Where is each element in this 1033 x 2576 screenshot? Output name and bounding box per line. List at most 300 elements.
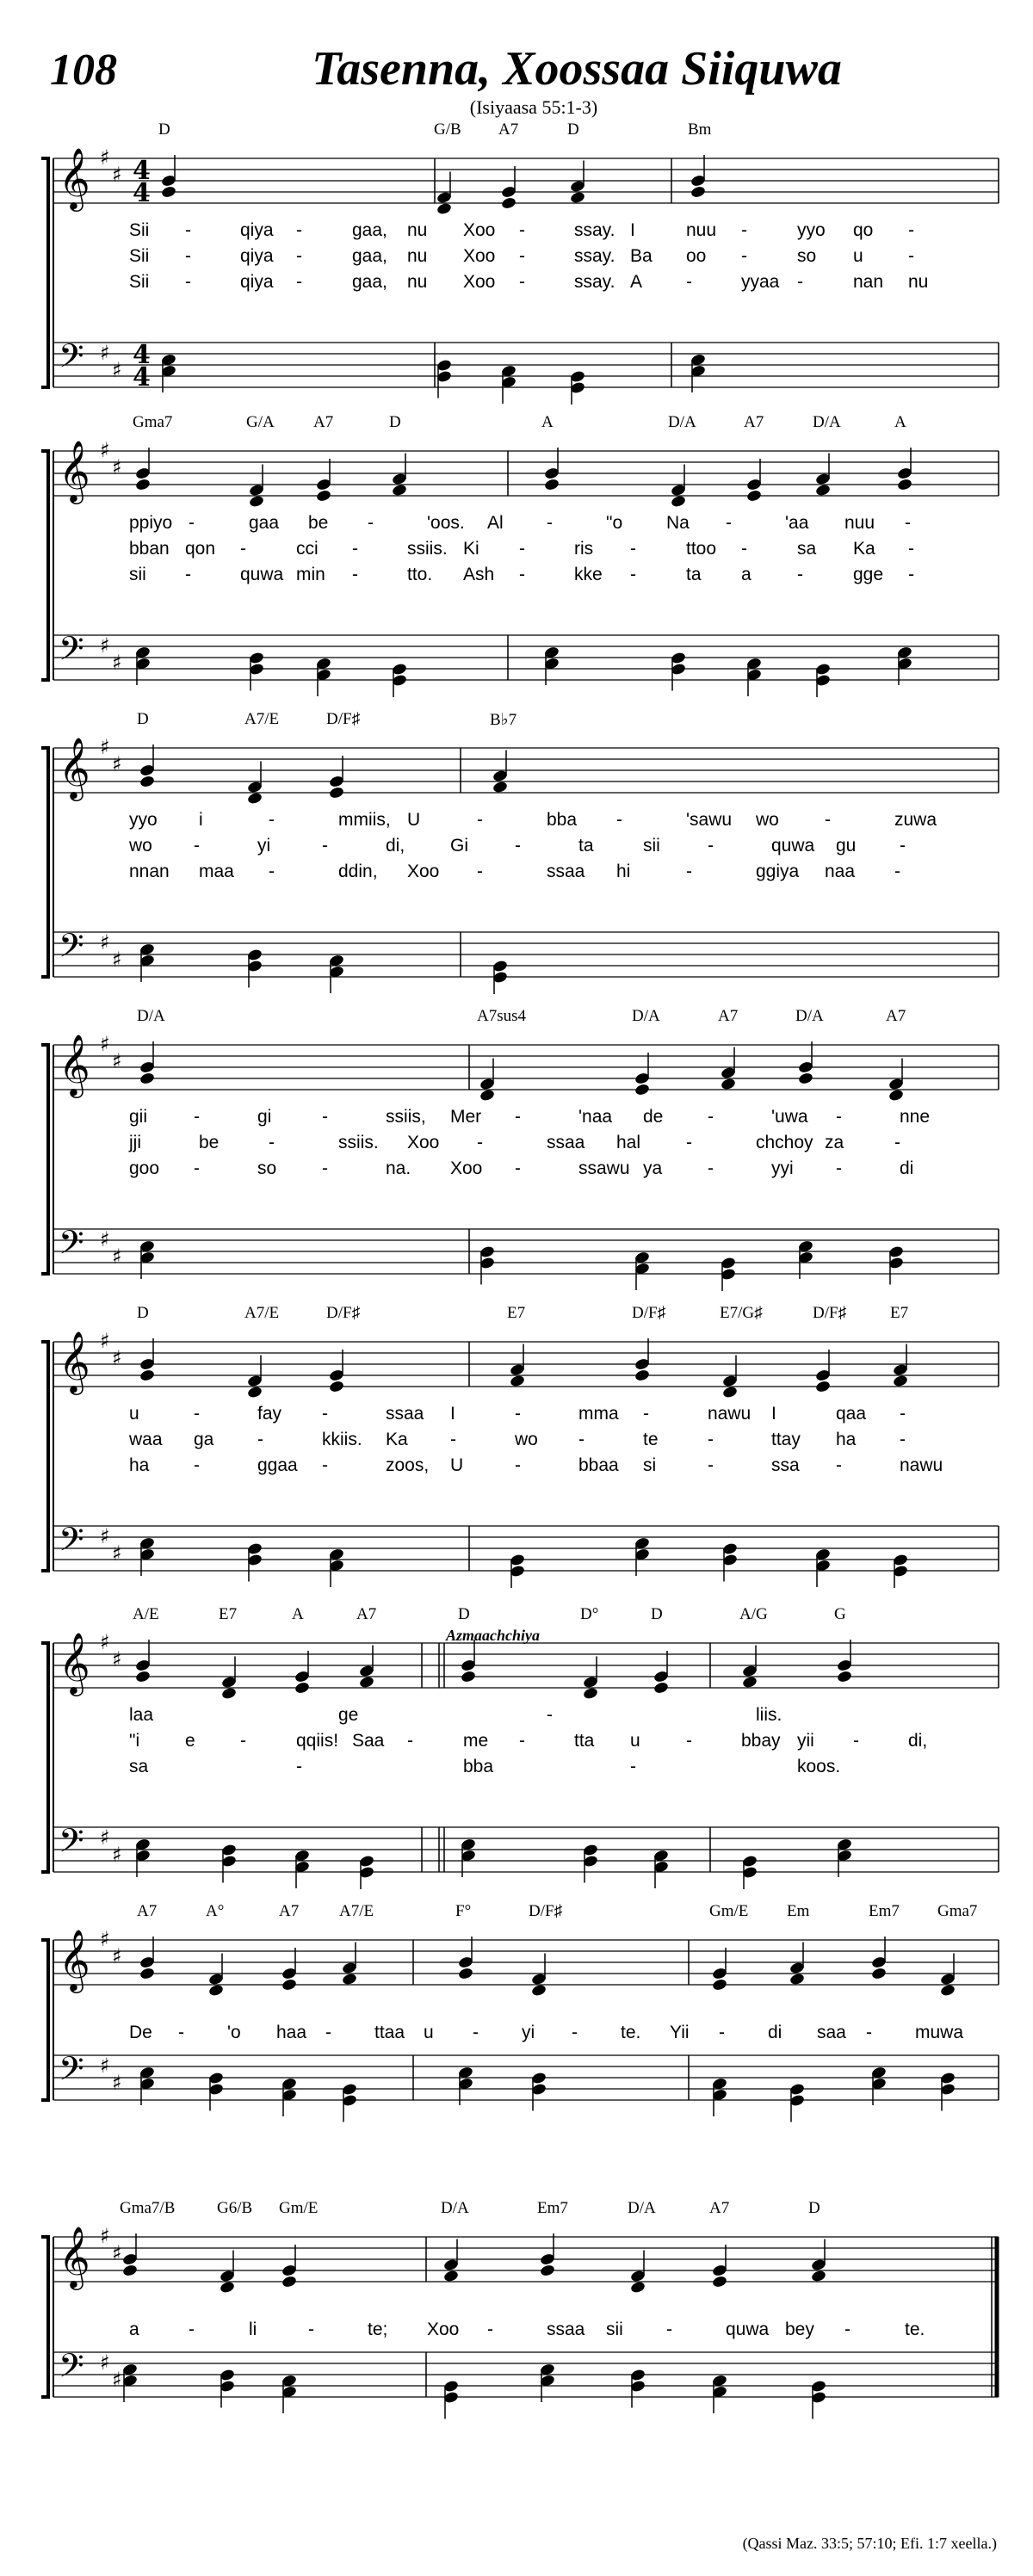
hyphen: - xyxy=(194,1404,200,1424)
hyphen: - xyxy=(836,1107,842,1127)
hyphen: - xyxy=(572,2023,578,2042)
lyric-syllable: te xyxy=(643,1430,659,1449)
lyric-line-verse-1 xyxy=(0,2320,1033,2344)
bass-clef-icon: 𝄢 xyxy=(59,926,84,973)
key-sharp-icon: ♯ xyxy=(100,1329,110,1353)
hyphen: - xyxy=(185,220,191,240)
hyphen: - xyxy=(352,539,358,559)
lyric-syllable: ssaa xyxy=(386,1404,424,1424)
chord-symbol: G/A xyxy=(246,413,275,431)
hyphen: - xyxy=(450,1430,456,1449)
bass-clef-icon: 𝄢 xyxy=(59,2346,84,2393)
hymn-reference: (Isiyaasa 55:1-3) xyxy=(469,96,598,118)
lyric-syllable: Xoo xyxy=(407,862,440,881)
note-head xyxy=(479,1089,496,1103)
lyric-syllable: wo xyxy=(129,836,152,856)
lyric-syllable: nne xyxy=(900,1107,931,1127)
lyric-line-verse-1 xyxy=(0,1107,1033,1131)
lyric-syllable: be xyxy=(199,1133,220,1152)
chord-symbol: A7 xyxy=(886,1007,906,1025)
note-head xyxy=(208,1984,225,1998)
note-head xyxy=(893,1374,909,1388)
note-head xyxy=(139,1072,156,1085)
chord-symbol: E7 xyxy=(507,1304,526,1322)
hyphen: - xyxy=(477,1133,483,1152)
lyric-syllable: chchoy xyxy=(756,1133,813,1152)
lyric-syllable: e xyxy=(185,1731,195,1751)
lyric-syllable: si xyxy=(643,1455,657,1475)
music-system xyxy=(0,1007,1033,1291)
lyric-syllable: nuu xyxy=(844,513,875,533)
lyric-syllable: Mer xyxy=(450,1107,482,1127)
lyric-syllable: Gi xyxy=(450,836,468,856)
lyric-syllable: A xyxy=(630,272,643,292)
lyric-syllable: gii xyxy=(129,1107,148,1127)
hymn-number: 108 xyxy=(50,46,117,95)
hyphen: - xyxy=(836,1158,842,1178)
hyphen: - xyxy=(519,220,525,240)
note-head xyxy=(871,1967,888,1980)
note-head xyxy=(139,1967,156,1980)
note-head xyxy=(746,489,763,503)
hyphen: - xyxy=(240,1731,246,1751)
note-head xyxy=(281,1978,298,1992)
treble-clef-icon: 𝄞 xyxy=(59,439,90,502)
hyphen: - xyxy=(708,1107,714,1127)
time-signature: 4 xyxy=(133,340,151,370)
lyric-syllable: di, xyxy=(908,1731,928,1751)
note-head xyxy=(249,495,265,509)
lyric-syllable: zoos, xyxy=(386,1455,430,1475)
note-head xyxy=(139,775,156,788)
note-head xyxy=(671,495,687,509)
lyric-syllable: a xyxy=(129,2320,139,2339)
hyphen: - xyxy=(185,272,191,292)
key-sharp-icon: ♯ xyxy=(112,1541,122,1566)
lyric-line-verse-3 xyxy=(0,1757,1033,1781)
lyric-syllable: hal xyxy=(616,1133,641,1152)
chord-symbol: A xyxy=(292,1605,304,1623)
lyric-syllable: Sii xyxy=(129,272,150,292)
lyric-syllable: hi xyxy=(616,862,631,881)
hyphen: - xyxy=(630,565,636,584)
hyphen: - xyxy=(189,2320,195,2339)
hyphen: - xyxy=(269,810,275,830)
key-sharp-icon: ♯ xyxy=(112,1049,122,1073)
lyric-syllable: ga xyxy=(194,1430,214,1449)
lyric-syllable: nu xyxy=(407,220,428,240)
lyric-syllable: gu xyxy=(836,836,857,856)
note-head xyxy=(634,1083,651,1096)
hyphen: - xyxy=(547,1705,553,1725)
lyric-syllable: za xyxy=(825,1133,844,1152)
lyric-syllable: gaa, xyxy=(352,272,387,292)
key-sharp-icon: ♯ xyxy=(112,455,122,479)
lyric-syllable: ssay. xyxy=(574,246,615,266)
lyric-syllable: I xyxy=(771,1404,776,1424)
lyric-syllable: U xyxy=(450,1455,464,1475)
hyphen: - xyxy=(269,1133,275,1152)
lyric-line-verse-2 xyxy=(0,1731,1033,1755)
note-head xyxy=(139,1368,156,1382)
lyric-syllable: qaa xyxy=(836,1404,867,1424)
lyric-syllable: sa xyxy=(129,1757,149,1776)
chord-symbol: Em7 xyxy=(869,1902,900,1920)
lyric-line-verse-2 xyxy=(0,836,1033,860)
lyric-syllable: gaa, xyxy=(352,220,387,240)
lyric-syllable: ge xyxy=(338,1705,359,1725)
hyphen: - xyxy=(322,836,328,856)
lyric-syllable: na. xyxy=(386,1158,411,1178)
lyric-syllable: Sii xyxy=(129,246,150,266)
lyric-syllable: Ka xyxy=(853,539,875,559)
lyric-syllable: de xyxy=(643,1107,664,1127)
hyphen: - xyxy=(630,1757,636,1776)
note-head xyxy=(359,1676,375,1690)
lyric-line-verse-1 xyxy=(0,1705,1033,1729)
hyphen: - xyxy=(185,565,191,584)
chord-symbol: A7 xyxy=(709,2199,730,2217)
chord-symbol: Gma7/B xyxy=(120,2199,176,2217)
lyric-line-verse-3 xyxy=(0,1455,1033,1480)
chord-symbol: A7 xyxy=(718,1007,739,1025)
lyric-line-verse-1 xyxy=(0,810,1033,834)
hyphen: - xyxy=(900,1430,906,1449)
key-sharp-icon: ♯ xyxy=(100,438,110,462)
lyric-syllable: haa xyxy=(276,2023,307,2042)
hyphen: - xyxy=(477,810,483,830)
lyric-syllable: 'o xyxy=(227,2023,241,2042)
chord-symbol: A7/E xyxy=(244,710,280,728)
note-head xyxy=(544,478,560,491)
lyric-syllable: u xyxy=(630,1731,640,1751)
lyric-syllable: nnan xyxy=(129,862,170,881)
chord-symbol: Em7 xyxy=(537,2199,568,2217)
chord-symbol: A/G xyxy=(739,1605,768,1623)
lyric-syllable: muwa xyxy=(915,2023,964,2042)
music-system xyxy=(0,710,1033,994)
chord-symbol: A° xyxy=(206,1902,225,1920)
hyphen: - xyxy=(322,1107,328,1127)
lyric-syllable: qiya xyxy=(240,220,274,240)
hyphen: - xyxy=(519,565,525,584)
lyric-syllable: yii xyxy=(797,1731,814,1751)
note-head xyxy=(316,489,332,503)
hyphen: - xyxy=(194,1107,200,1127)
hyphen: - xyxy=(477,862,483,881)
chord-symbol: D xyxy=(137,1304,149,1322)
treble-clef-icon: 𝄞 xyxy=(59,1928,90,1991)
lyric-syllable: ssay. xyxy=(574,272,615,292)
lyric-syllable: ha xyxy=(129,1455,150,1475)
key-sharp-icon: ♯ xyxy=(100,1227,110,1251)
note-head xyxy=(329,1380,345,1393)
note-head xyxy=(436,202,453,216)
lyric-syllable: sii xyxy=(643,836,660,856)
hyphen: - xyxy=(519,246,525,266)
chord-symbol: E7/G♯ xyxy=(720,1304,763,1322)
lyric-syllable: ssiis. xyxy=(338,1133,379,1152)
time-signature: 4 xyxy=(133,362,151,392)
lyric-syllable: Xoo xyxy=(407,1133,440,1152)
lyric-syllable: mma xyxy=(578,1404,619,1424)
key-sharp-icon: ♯ xyxy=(112,1944,122,1968)
lyric-syllable: ssaa xyxy=(547,862,585,881)
lyric-syllable: 'sawu xyxy=(686,810,733,830)
lyric-syllable: qon xyxy=(185,539,216,559)
chord-symbol: A/E xyxy=(133,1605,159,1623)
chord-symbol: Gm/E xyxy=(709,1902,749,1920)
hyphen: - xyxy=(322,1158,328,1178)
key-sharp-icon: ♯ xyxy=(112,2368,122,2392)
hyphen: - xyxy=(708,836,714,856)
lyric-syllable: Na xyxy=(666,513,690,533)
lyric-syllable: qo xyxy=(853,220,874,240)
lyric-syllable: Xoo xyxy=(427,2320,460,2339)
key-sharp-icon: ♯ xyxy=(100,1524,110,1548)
hyphen: - xyxy=(515,1107,521,1127)
hyphen: - xyxy=(741,246,747,266)
lyric-syllable: bba xyxy=(463,1757,494,1776)
lyric-syllable: quwa xyxy=(726,2320,770,2339)
hyphen: - xyxy=(797,565,803,584)
lyric-line-verse-3 xyxy=(0,272,1033,296)
lyric-syllable: gaa, xyxy=(352,246,387,266)
hyphen: - xyxy=(240,539,246,559)
key-sharp-icon: ♯ xyxy=(112,1843,122,1867)
treble-clef-icon: 𝄞 xyxy=(59,1631,90,1694)
hyphen: - xyxy=(578,1430,585,1449)
hyphen: - xyxy=(487,2320,493,2339)
lyric-syllable: nawu xyxy=(708,1404,752,1424)
lyric-syllable: ssawu xyxy=(578,1158,630,1178)
lyric-syllable: u xyxy=(129,1404,139,1424)
lyric-syllable: cci xyxy=(296,539,319,559)
lyric-syllable: di xyxy=(900,1158,914,1178)
hyphen: - xyxy=(900,1404,906,1424)
chord-symbol: D/A xyxy=(795,1007,824,1025)
lyric-syllable: ssaa xyxy=(547,2320,585,2339)
chord-symbol: A7sus4 xyxy=(477,1007,527,1025)
lyric-syllable: be xyxy=(308,513,329,533)
hyphen: - xyxy=(296,272,302,292)
note-head xyxy=(531,1984,547,1998)
hyphen: - xyxy=(686,1731,692,1751)
bass-clef-icon: 𝄢 xyxy=(59,2049,84,2096)
lyric-syllable: yyaa xyxy=(741,272,780,292)
hyphen: - xyxy=(686,1133,692,1152)
lyric-syllable: De xyxy=(129,2023,152,2042)
hyphen: - xyxy=(844,2320,851,2339)
lyric-syllable: ssaa xyxy=(547,1133,585,1152)
lyric-syllable: ddin, xyxy=(338,862,378,881)
hyphen: - xyxy=(726,513,732,533)
hyphen: - xyxy=(825,810,831,830)
lyric-syllable: oo xyxy=(686,246,707,266)
hyphen: - xyxy=(630,539,636,559)
note-head xyxy=(690,185,707,199)
key-sharp-icon: ♯ xyxy=(100,2054,110,2078)
chord-symbol: G xyxy=(834,1605,846,1623)
note-head xyxy=(247,792,263,806)
lyric-syllable: ggiya xyxy=(756,862,800,881)
hyphen: - xyxy=(708,1430,714,1449)
hyphen: - xyxy=(368,513,374,533)
lyric-syllable: ttaa xyxy=(374,2023,405,2042)
hyphen: - xyxy=(515,1158,521,1178)
lyric-syllable: quwa xyxy=(771,836,815,856)
key-sharp-icon: ♯ xyxy=(112,163,122,187)
note-head xyxy=(135,478,152,491)
bass-clef-icon: 𝄢 xyxy=(59,629,84,676)
hyphen: - xyxy=(189,513,195,533)
lyric-syllable: sii xyxy=(129,565,146,584)
lyric-syllable: kke xyxy=(574,565,603,584)
lyric-syllable: 'naa xyxy=(578,1107,613,1127)
hyphen: - xyxy=(900,836,906,856)
lyric-syllable: te; xyxy=(368,2320,388,2339)
key-sharp-icon: ♯ xyxy=(112,651,122,675)
hyphen: - xyxy=(908,246,914,266)
lyric-syllable: u xyxy=(853,246,863,266)
note-head xyxy=(815,484,832,497)
note-head xyxy=(122,2264,139,2277)
note-head xyxy=(281,2275,298,2289)
note-head xyxy=(294,1681,311,1695)
hyphen: - xyxy=(178,2023,184,2042)
chord-symbol: A7 xyxy=(356,1605,377,1623)
note-head xyxy=(712,1978,728,1992)
hyphen: - xyxy=(519,1731,525,1751)
lyric-syllable: bba xyxy=(547,810,578,830)
lyric-syllable: so xyxy=(257,1158,277,1178)
lyric-syllable: tto. xyxy=(407,565,433,584)
bass-clef-icon: 𝄢 xyxy=(59,1520,84,1566)
chord-symbol: A7 xyxy=(137,1902,158,1920)
chord-symbol: G6/B xyxy=(217,2199,253,2217)
chord-symbol: Gma7 xyxy=(937,1902,978,1920)
lyric-syllable: U xyxy=(407,810,421,830)
lyric-syllable: liis. xyxy=(756,1705,782,1725)
note-head xyxy=(888,1089,905,1103)
lyric-syllable: kkiis. xyxy=(322,1430,362,1449)
hyphen: - xyxy=(296,1757,302,1776)
note-head xyxy=(897,478,913,491)
lyric-syllable: i xyxy=(199,810,203,830)
bass-clef-icon: 𝄢 xyxy=(59,1223,84,1269)
chord-symbol: D xyxy=(808,2199,820,2217)
hyphen: - xyxy=(515,836,521,856)
chord-symbol: A xyxy=(894,413,906,431)
key-sharp-icon: ♯ xyxy=(100,1032,110,1056)
key-sharp-icon: ♯ xyxy=(112,1647,122,1671)
key-sharp-icon: ♯ xyxy=(112,358,122,382)
lyric-syllable: ssay. xyxy=(574,220,615,240)
lyric-syllable: "i xyxy=(129,1731,140,1751)
hyphen: - xyxy=(547,513,553,533)
lyric-syllable: quwa xyxy=(240,565,284,584)
hyphen: - xyxy=(905,513,911,533)
chord-symbol: D/A xyxy=(628,2199,656,2217)
chord-symbol: E7 xyxy=(219,1605,238,1623)
music-system xyxy=(0,1605,1033,1889)
lyric-syllable: nawu xyxy=(900,1455,943,1475)
chord-symbol: A7/E xyxy=(244,1304,280,1322)
bass-clef-icon: 𝄢 xyxy=(59,337,84,383)
lyric-syllable: I xyxy=(630,220,635,240)
music-system xyxy=(0,413,1033,697)
hyphen: - xyxy=(308,2320,314,2339)
chord-symbol: D xyxy=(158,120,170,139)
treble-clef-icon: 𝄞 xyxy=(59,146,90,209)
treble-clef-icon: 𝄞 xyxy=(59,1330,90,1393)
hyphen: - xyxy=(616,810,622,830)
key-sharp-icon: ♯ xyxy=(112,1245,122,1269)
lyric-syllable: Xoo xyxy=(463,246,496,266)
lyric-syllable: Saa xyxy=(352,1731,385,1751)
note-head xyxy=(940,1984,956,1998)
system-bracket xyxy=(41,2237,48,2397)
key-sharp-icon: ♯ xyxy=(100,1630,110,1654)
note-head xyxy=(220,2281,236,2295)
key-sharp-icon: ♯ xyxy=(112,948,122,972)
lyric-syllable: yyo xyxy=(129,810,158,830)
lyric-syllable: li xyxy=(249,2320,257,2339)
lyric-syllable: ta xyxy=(578,836,594,856)
hyphen: - xyxy=(666,2320,672,2339)
chord-symbol: D° xyxy=(580,1605,599,1623)
hyphen: - xyxy=(519,539,525,559)
hyphen: - xyxy=(894,862,900,881)
note-head xyxy=(630,2281,646,2295)
lyric-syllable: ssa xyxy=(771,1455,800,1475)
lyric-syllable: ris xyxy=(574,539,594,559)
key-sharp-icon: ♯ xyxy=(100,735,110,759)
key-sharp-icon: ♯ xyxy=(112,1346,122,1370)
lyric-syllable: ta xyxy=(686,565,702,584)
chord-symbol: A7 xyxy=(744,413,764,431)
chord-symbol: D/A xyxy=(813,413,841,431)
lyric-syllable: gge xyxy=(853,565,884,584)
hyphen: - xyxy=(322,1455,328,1475)
lyric-syllable: ggaa xyxy=(257,1455,298,1475)
note-head xyxy=(492,781,509,794)
lyric-syllable: yi xyxy=(257,836,271,856)
hyphen: - xyxy=(866,2023,872,2042)
note-head xyxy=(461,1670,477,1683)
lyric-syllable: Xoo xyxy=(463,272,496,292)
hyphen: - xyxy=(325,2023,331,2042)
lyric-syllable: naa xyxy=(825,862,856,881)
key-sharp-icon: ♯ xyxy=(100,633,110,658)
chord-symbol: D xyxy=(137,710,149,728)
note-head xyxy=(798,1072,814,1085)
chord-symbol: A7 xyxy=(498,120,519,139)
hyphen: - xyxy=(322,1404,328,1424)
lyric-syllable: zuwa xyxy=(894,810,937,830)
hyphen: - xyxy=(407,1731,413,1751)
lyric-line-verse-2 xyxy=(0,1133,1033,1157)
note-head xyxy=(392,484,408,497)
chord-symbol: Em xyxy=(787,1902,810,1920)
lyric-syllable: so xyxy=(797,246,817,266)
hyphen: - xyxy=(352,565,358,584)
lyric-syllable: te. xyxy=(905,2320,925,2339)
key-sharp-icon: ♯ xyxy=(100,2224,110,2248)
lyric-syllable: di, xyxy=(386,836,405,856)
lyric-syllable: saa xyxy=(817,2023,846,2042)
note-head xyxy=(742,1676,758,1690)
